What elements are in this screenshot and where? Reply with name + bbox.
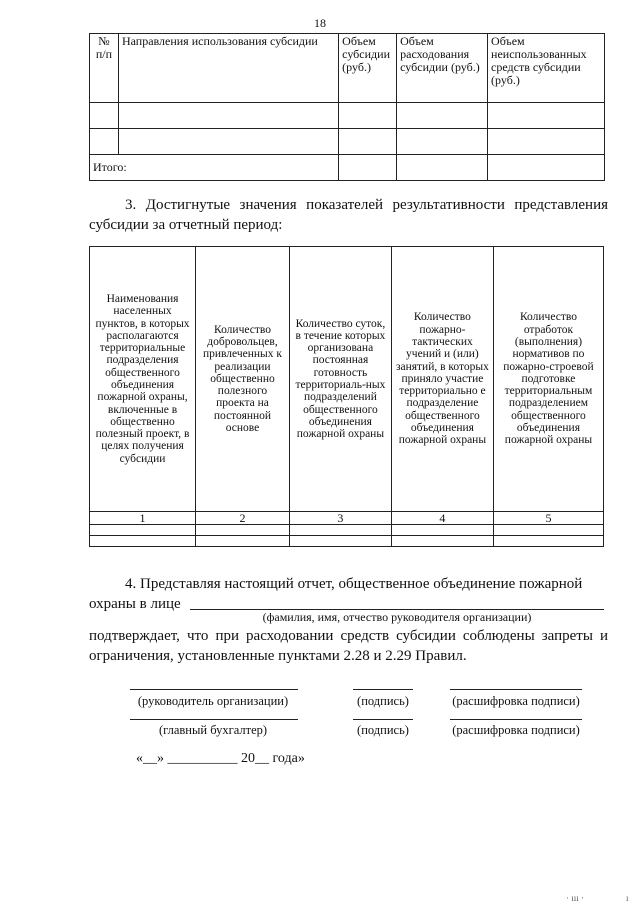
page-number: 18 — [314, 16, 326, 30]
table-row — [90, 536, 604, 547]
column-number: 4 — [391, 512, 493, 525]
column-numbers-row — [90, 512, 604, 525]
table-row — [90, 103, 605, 129]
signature-line — [353, 719, 413, 720]
table-header-row — [90, 34, 605, 103]
total-row — [90, 155, 605, 181]
col-header-subsidy-amount: Объем субсидии (руб.) — [339, 34, 397, 103]
table-header-row — [90, 247, 604, 512]
signature-label: (руководитель организации) — [137, 694, 289, 708]
signature-line — [450, 719, 582, 720]
col-header-norms: Количество отработок (выполнения) нормативов по пожарно-строевой подготовке территориальным подразделением общественного объединения пожарной охраны — [493, 247, 603, 512]
table-row — [90, 129, 605, 155]
column-number: 1 — [90, 512, 196, 525]
signature-line — [130, 689, 298, 690]
date-line: «__» __________ 20__ года» — [136, 751, 305, 766]
signature-line — [450, 689, 582, 690]
signature-label: (расшифровка подписи) — [452, 694, 580, 708]
column-number: 5 — [493, 512, 603, 525]
column-number: 3 — [289, 512, 391, 525]
signature-label: (расшифровка подписи) — [452, 723, 580, 737]
section-4-prefix: охраны в лице — [89, 596, 181, 612]
signature-label: (подпись) — [357, 694, 409, 708]
signature-label: (главный бухгалтер) — [158, 723, 268, 737]
section-3-heading: 3. Достигнутые значения показателей результативности представления субсидии за отчетный период: — [89, 197, 608, 233]
col-header-spent-amount: Объем расходования субсидии (руб.) — [397, 34, 488, 103]
section-4-line-3: подтверждает, что при расходовании средств субсидии соблюдены запреты и ограничения, установленные пунктами 2.28 и 2.29 Правил. — [89, 628, 608, 664]
col-header-volunteers: Количество добровольцев, привлеченных к реализации общественно полезного проекта на постоянной основе — [196, 247, 290, 512]
col-header-settlements: Наименования населенных пунктов, в которых располагаются территориальные подразделения общественного объединения пожарной охраны, включенные в общественно полезный проект, в целях получения субсидии — [90, 247, 196, 512]
col-header-unused-amount: Объем неиспользованных средств субсидии (руб.) — [488, 34, 605, 103]
col-header-drills: Количество пожарно-тактических учений и (или) занятий, в которых приняло участие территориально е подразделение общественного объединения пожарной охраны — [391, 247, 493, 512]
col-header-readiness-days: Количество суток, в течение которых организована постоянная готовность территориаль-ных подразделений общественного объединения пожарной охраны — [289, 247, 391, 512]
scan-mark: · ııı · — [566, 893, 584, 903]
performance-indicators-table — [89, 246, 604, 547]
fio-caption: (фамилия, имя, отчество руководителя организации) — [262, 610, 532, 624]
total-label: Итого: — [90, 155, 339, 181]
col-header-direction: Направления использования субсидии — [118, 34, 338, 103]
signature-line — [353, 689, 413, 690]
column-number: 2 — [196, 512, 290, 525]
signature-label: (подпись) — [357, 723, 409, 737]
section-4-line-1: 4. Представляя настоящий отчет, общественное объединение пожарной — [125, 576, 583, 592]
scan-mark: ı — [626, 893, 629, 903]
col-header-number: № п/п — [90, 34, 119, 103]
table-row — [90, 525, 604, 536]
signature-line — [130, 719, 298, 720]
subsidy-usage-table — [89, 33, 605, 181]
